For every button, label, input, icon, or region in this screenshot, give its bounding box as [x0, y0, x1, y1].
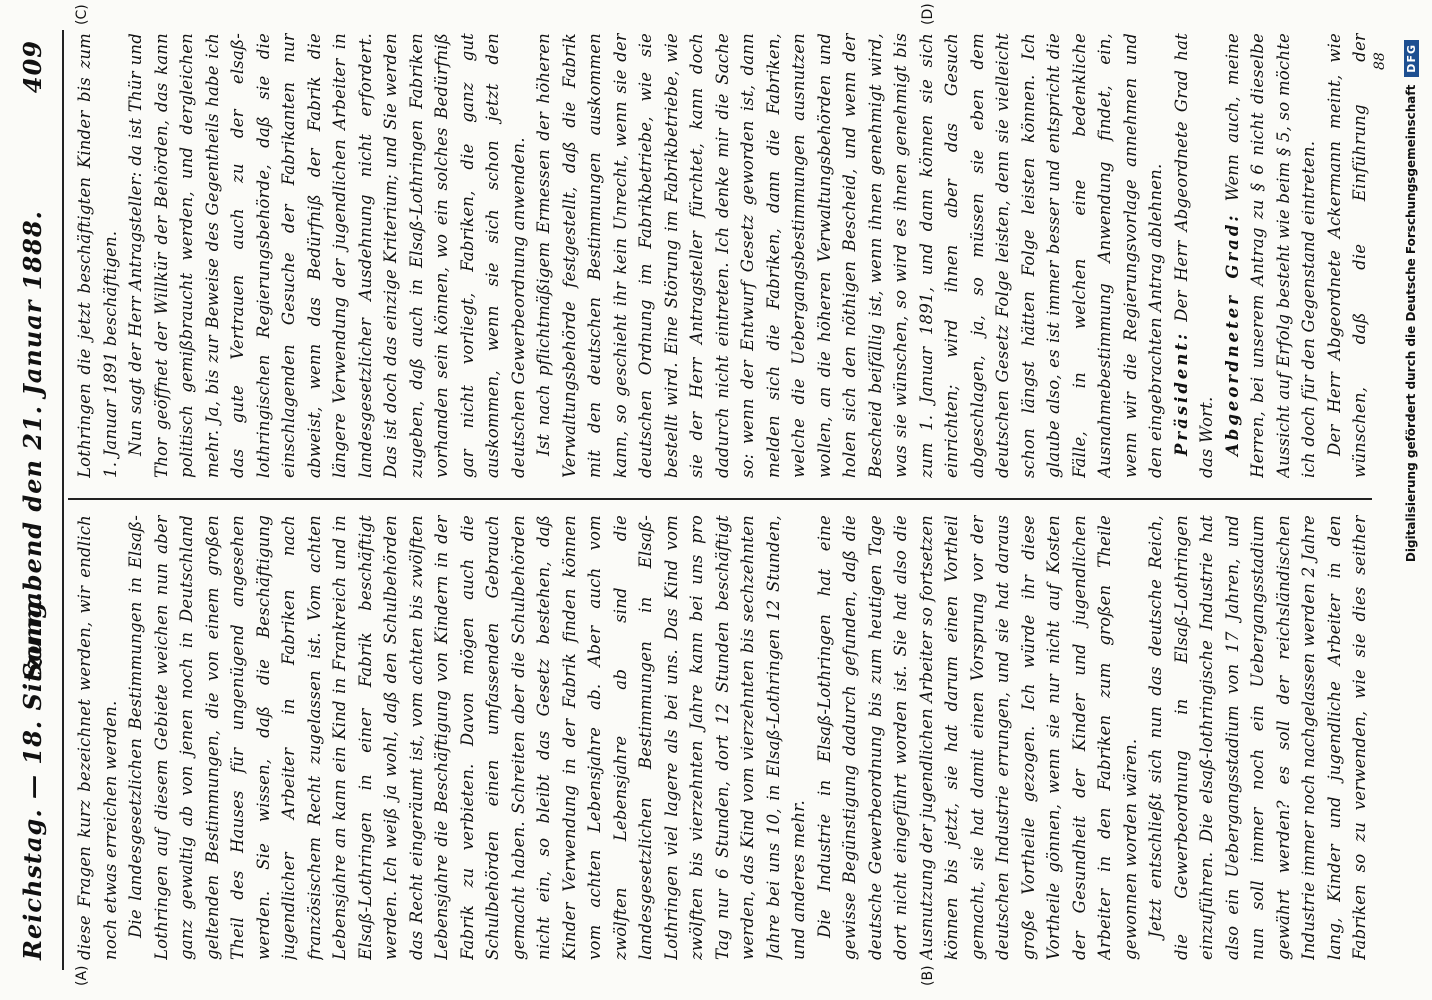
- right-paragraph: Der Herr Abgeordnete Ackermann meint, wie wünschen, daß die Einführung der: [1324, 33, 1369, 478]
- running-header: [18, 40, 58, 960]
- grad-text: Wenn auch, meine Herren, bei unserem Antrag zu § 6 nicht dieselbe Aussicht auf Erfolg besteht wie beim § 5, so möchte ich doch für den Gegenstand eintreten.: [1222, 33, 1318, 478]
- page-number: 409: [18, 40, 47, 94]
- president-speaker: Präsident:: [1171, 330, 1191, 456]
- header-date: Sonnabend den 21. Januar 1888.: [18, 210, 47, 680]
- header-session: Reichstag. — 18. Sitzung.: [18, 591, 47, 960]
- column-divider: [68, 498, 1372, 500]
- margin-mark-a: (A): [74, 965, 90, 986]
- president-text: Der Herr Abgeordnete Grad hat das Wort.: [1171, 33, 1216, 478]
- president-line: [1169, 33, 1220, 478]
- right-paragraph: Ist nach pflichtmäßigem Ermessen der höheren Verwaltungsbehörde festgestellt, daß die Fabrik mit den deutschen Bestimmungen auskommen kann, so geschieht ihr kein Unrecht, wenn sie der deutschen Ordnung im Fabrikbetriebe, wie sie bestellt wird. Eine Störung im Fabrikbetriebe, wie sie der Herr Antragsteller fürchtet, kann doch dadurch nicht eintreten. Ich denke mir die Sache so: wenn der Entwurf Gesetz geworden ist, dann melden sich die Fabriken, dann die Fabriken, welche die Uebergangsbestimmungen ausnutzen wollen, an die höheren Verwaltungsbehörden und holen sich den nöthigen Bescheid, und wenn der Bescheid beifällig ist, wenn ihnen genehmigt wird, was sie wünschen, so wird es ihnen genehmigt bis zum 1. Januar 1891, und dann können sie sich einrichten; wird ihnen aber das Gesuch abgeschlagen, ja, so müssen sie eben dem deutschen Gesetz Folge leisten, denn sie vielleicht schon längst hätten Folge leisten können. Ich glaube also, es ist immer besser und entspricht die Fälle, in welchen eine bedenkliche Ausnahmebestimmung Anwendung findet, ein, wenn wir die Regierungsvorlage annehmen und den eingebrachten Antrag ablehnen.: [534, 33, 1165, 478]
- margin-mark-b: (B): [920, 965, 936, 986]
- left-column: [72, 515, 1372, 960]
- left-paragraph: Die Industrie in Elsaß-Lothringen hat eine gewisse Begünstigung dadurch gefunden, daß die deutsche Gewerbeordnung bis zum heutigen Tage dort nicht eingeführt worden ist. Sie hat also die Ausnutzung der jugendlichen Arbeiter so fortsetzen können bis jetzt, sie hat darum einen Vortheil gemacht, sie hat damit einen Vorsprung vor der deutschen Industrie errungen, und sie hat daraus große Vortheile gezogen. Ich würde ihr diese Vortheile gönnen, wenn sie nur nicht auf Kosten der Gesundheit der Kinder und jugendlichen Arbeiter in den Fabriken zum großen Theile gewonnen worden wären.: [814, 515, 1140, 960]
- left-paragraph: Jetzt entschließt sich nun das deutsche Reich, die Gewerbeordnung in Elsaß-Lothringen einzuführen. Die elsaß-lothringische Industrie hat also ein Uebergangsstadium von 17 Jahren, und nun soll immer noch ein Uebergangsstadium gewährt werden? es soll der reichsländischen Industrie immer noch nachgelassen werden 2 Jahre lang, Kinder und jugendliche Arbeiter in den Fabriken so zu verwenden, wie sie dies seither: [1146, 515, 1369, 960]
- left-paragraph: Die landesgesetzlichen Bestimmungen in Elsaß-Lothringen auf diesem Gebiete weichen nun aber ganz gewaltig ab von jenen noch in Deutschland geltenden Bestimmungen, die von einem großen Theil des Hauses für ungenügend angesehen werden. Sie wissen, daß die Beschäftigung jugendlicher Arbeiter in Fabriken nach französischem Recht zugelassen ist. Vom achten Lebensjahre an kann ein Kind in Frankreich und in Elsaß-Lothringen in einer Fabrik beschäftigt werden. Ich weiß ja wohl, daß den Schulbehörden das Recht eingeräumt ist, vom achten bis zwölften Lebensjahre die Beschäftigung von Kindern in der Fabrik zu verbieten. Davon mögen auch die Schulbehörden einen umfassenden Gebrauch gemacht haben. Schreiten aber die Schulbehörden nicht ein, so bleibt das Gesetz bestehen, daß Kinder Verwendung in der Fabrik finden können vom achten Lebensjahre ab. Aber auch vom zwölften Lebensjahre ab sind die landesgesetzlichen Bestimmungen in Elsaß-Lothringen viel lagere als bei uns. Das Kind vom zwölften bis vierzehnten Jahre kann bei uns pro Tag nur 6 Stunden, dort 12 Stunden beschäftigt werden, das Kind vom vierzehnten bis sechzehnten Jahre bei uns 10, in Elsaß-Lothringen 12 Stunden, und anderes mehr.: [126, 515, 808, 960]
- dfg-logo: DFG: [1404, 40, 1419, 77]
- margin-mark-d: (D): [920, 3, 936, 25]
- right-paragraph: Lothringen die jetzt beschäftigten Kinder bis zum 1. Januar 1891 beschäftigen.: [75, 33, 120, 478]
- margin-mark-c: (C): [74, 4, 90, 25]
- right-column: [72, 33, 1372, 478]
- grad-speech-opening: [1220, 33, 1322, 478]
- digitization-footer: [1400, 0, 1422, 1000]
- left-paragraph: diese Fragen kurz bezeichnet werden, wir endlich noch etwas erreichen werden.: [75, 515, 120, 960]
- header-rule: [62, 30, 64, 970]
- right-paragraph: Nun sagt der Herr Antragsteller: da ist Thür und Thor geöffnet der Willkür der Behörden, das kann politisch gemißbraucht werden, und dergleichen mehr. Ja, bis zur Beweise des Gegentheils habe ich das gute Vertrauen auch zu der elsaß-lothringischen Regierungsbehörde, daß sie die einschlagenden Gesuche der Fabrikanten nur abweist, wenn das Bedürfniß der Fabrik die längere Verwendung der jugendlichen Arbeiter in landesgesetzlicher Ausdehnung nicht erfordert. Das ist doch das einzige Kriterium; und Sie werden zugeben, daß auch in Elsaß-Lothringen Fabriken vorhanden sein können, wo ein solches Bedürfniß gar nicht vorliegt, Fabriken, die ganz gut auskommen, wenn sie sich schon jetzt den deutschen Gewerbeordnung anwenden.: [126, 33, 528, 478]
- grad-speaker: Abgeordneter Grad:: [1222, 212, 1242, 456]
- footer-text: Digitalisierung gefördert durch die Deutsche Forschungsgemeinschaft: [1404, 84, 1418, 563]
- signature-mark: 88: [1372, 52, 1388, 70]
